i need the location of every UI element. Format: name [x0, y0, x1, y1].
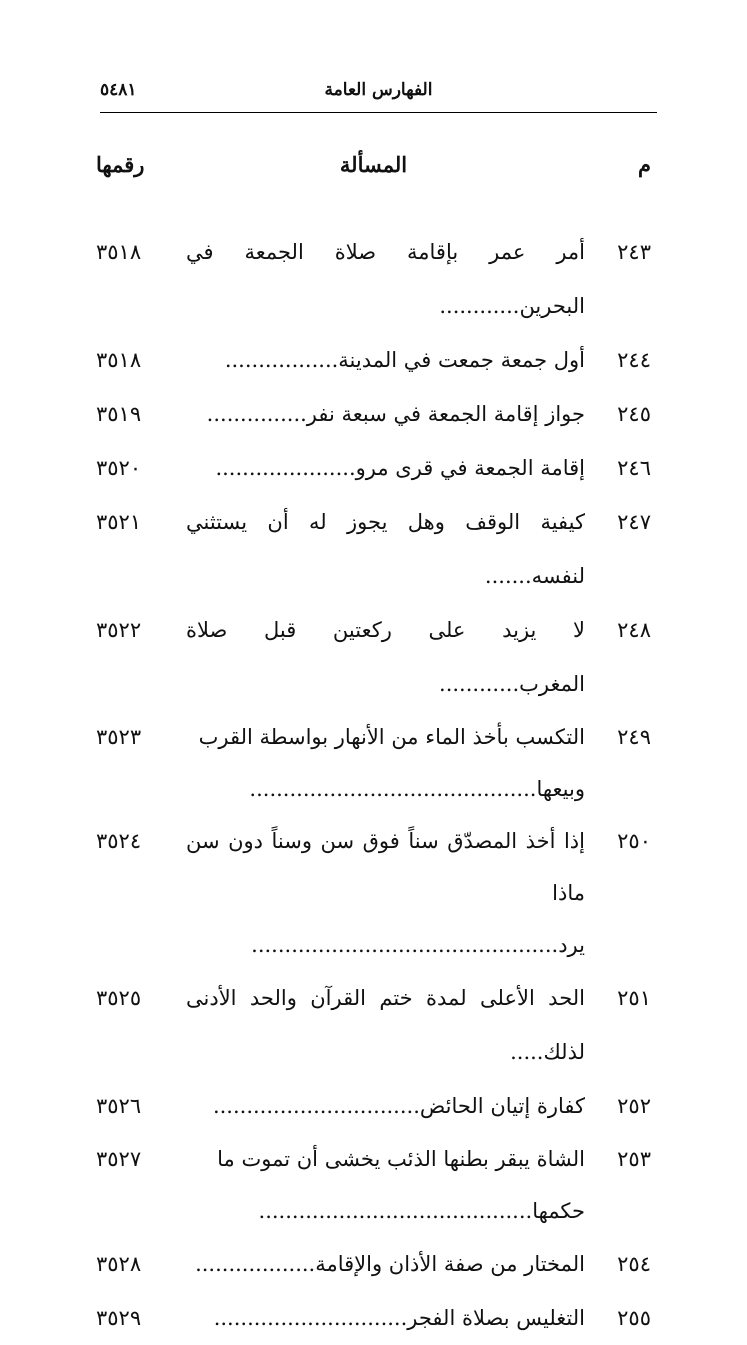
- index-entry: [96, 711, 651, 815]
- running-title: الفهارس العامة: [324, 80, 433, 100]
- entry-reference-number: ٣٥٢٨: [96, 1252, 142, 1276]
- page-number: ٥٤٨١: [100, 80, 137, 100]
- entry-title: [186, 333, 585, 387]
- entry-reference-number: ٣٥٢٠: [96, 456, 142, 480]
- entry-reference-number: ٣٥٢٦: [96, 1094, 142, 1118]
- entry-title-text: كيفية الوقف وهل يجوز له أن يستثني لنفسه.......: [186, 510, 585, 588]
- entry-title: [186, 387, 585, 441]
- entry-reference-number: ٣٥١٨: [96, 348, 142, 372]
- entry-title: [186, 1237, 585, 1291]
- entry-title-continuation: يرد..............................................: [251, 933, 585, 957]
- entry-title: [186, 225, 585, 333]
- entry-title-text: إقامة الجمعة في قرى مرو.....................: [215, 456, 585, 480]
- entry-number: ٢٤٧: [617, 510, 651, 534]
- entry-title: [186, 1079, 585, 1133]
- index-entry: [96, 1133, 651, 1237]
- entry-title-text: أمر عمر بإقامة صلاة الجمعة في البحرين............: [186, 240, 585, 318]
- entry-number: ٢٤٦: [617, 456, 651, 480]
- index-entry: [96, 495, 651, 603]
- index-entry: [96, 1291, 651, 1345]
- entry-title-continuation: وبيعها...........................................: [249, 777, 585, 801]
- entry-number: ٢٤٤: [617, 348, 651, 372]
- index-entry: [96, 1079, 651, 1133]
- entry-number: ٢٤٣: [617, 240, 651, 264]
- entry-title-text: التكسب بأخذ الماء من الأنهار بواسطة القرب: [198, 725, 585, 749]
- entry-title-text: الحد الأعلى لمدة ختم القرآن والحد الأدنى لذلك.....: [186, 986, 585, 1064]
- entry-title-text: التغليس بصلاة الفجر.............................: [213, 1306, 585, 1330]
- entry-reference-number: ٣٥٢٤: [96, 829, 142, 853]
- column-header-number: م: [637, 152, 651, 177]
- index-entry: [96, 603, 651, 711]
- index-entry: [96, 333, 651, 387]
- index-entry: [96, 441, 651, 495]
- entry-title: [186, 1291, 585, 1345]
- entry-title-text: الشاة يبقر بطنها الذئب يخشى أن تموت ما: [217, 1147, 585, 1171]
- entry-number: ٢٥٣: [617, 1147, 651, 1171]
- entry-title: [186, 441, 585, 495]
- entry-reference-number: ٣٥١٨: [96, 240, 142, 264]
- entry-reference-number: ٣٥٢٥: [96, 986, 142, 1010]
- entry-title: [186, 971, 585, 1079]
- entry-title-text: المختار من صفة الأذان والإقامة..................: [195, 1252, 585, 1276]
- entry-number: ٢٥٢: [617, 1094, 651, 1118]
- index-entry: [96, 971, 651, 1079]
- entry-reference-number: ٣٥١٩: [96, 402, 142, 426]
- entry-reference-number: ٣٥٢٢: [96, 618, 142, 642]
- entry-number: ٢٤٩: [617, 725, 651, 749]
- entry-number: ٢٥٤: [617, 1252, 651, 1276]
- column-header-reference: رقمها: [96, 152, 145, 177]
- entry-title: [186, 711, 585, 815]
- column-header-issue: المسألة: [339, 152, 408, 177]
- entry-number: ٢٥٠: [617, 829, 651, 853]
- index-entry: [96, 225, 651, 333]
- entry-reference-number: ٣٥٢٧: [96, 1147, 142, 1171]
- running-header: [100, 72, 657, 113]
- index-entries: [96, 225, 651, 1345]
- entry-reference-number: ٣٥٢٣: [96, 725, 142, 749]
- index-entry: [96, 387, 651, 441]
- entry-title-text: كفارة إتيان الحائض...............................: [212, 1094, 585, 1118]
- entry-title-continuation: حكمها.........................................: [258, 1199, 585, 1223]
- entry-number: ٢٥١: [617, 986, 651, 1010]
- entry-title: [186, 815, 585, 971]
- entry-title-text: أول جمعة جمعت في المدينة.................: [224, 348, 585, 372]
- entry-number: ٢٤٥: [617, 402, 651, 426]
- entry-title: [186, 495, 585, 603]
- entry-number: ٢٥٥: [617, 1306, 651, 1330]
- index-entry: [96, 1237, 651, 1291]
- entry-title-text: لا يزيد على ركعتين قبل صلاة المغرب............: [186, 618, 585, 696]
- entry-number: ٢٤٨: [617, 618, 651, 642]
- index-entry: [96, 815, 651, 971]
- entry-title: [186, 1133, 585, 1237]
- entry-title: [186, 603, 585, 711]
- entry-title-text: جواز إقامة الجمعة في سبعة نفر...............: [206, 402, 585, 426]
- entry-title-text: إذا أخذ المصدّق سناً فوق سن وسناً دون سن ماذا: [186, 829, 585, 905]
- entry-reference-number: ٣٥٢٩: [96, 1306, 142, 1330]
- entry-reference-number: ٣٥٢١: [96, 510, 142, 534]
